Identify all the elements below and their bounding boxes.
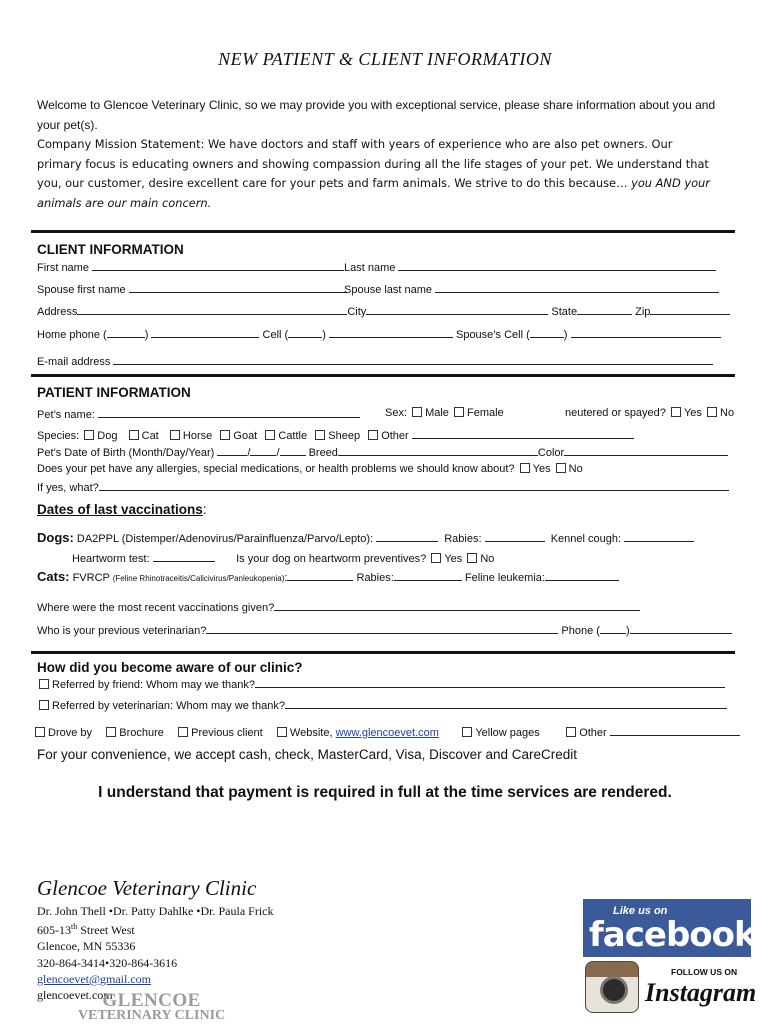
other-source-line[interactable] — [610, 725, 740, 736]
zip-line[interactable] — [650, 304, 730, 315]
clinic-contact — [37, 903, 274, 1003]
page-title: NEW PATIENT & CLIENT INFORMATION — [218, 49, 552, 69]
facebook-wordmark: facebook — [589, 915, 756, 955]
section-divider — [31, 651, 735, 654]
dog-vaccines[interactable]: Dogs: DA2PPL (Distemper/Adenovirus/Parainfluenza/Parvo/Lepto): Rabies: Kennel cough: — [37, 530, 694, 545]
previous-vet-line[interactable] — [206, 623, 558, 634]
dob-year-line[interactable] — [280, 445, 306, 456]
spouse-last-line[interactable] — [435, 282, 719, 293]
allergies-detail-field[interactable]: If yes, what? — [37, 480, 729, 494]
first-name-field[interactable]: First name — [37, 260, 344, 274]
first-name-line[interactable] — [92, 260, 344, 271]
spouse-cell-line[interactable] — [571, 327, 721, 338]
dob-day-line[interactable] — [250, 445, 276, 456]
referred-friend-field[interactable]: Referred by friend: Whom may we thank? — [37, 677, 725, 691]
phone-numbers: 320-864-3414•320-864-3616 — [37, 955, 178, 970]
brochure-checkbox[interactable] — [106, 727, 116, 737]
last-name-field[interactable]: Last name — [344, 260, 716, 274]
home-area-line[interactable] — [107, 327, 145, 338]
neutered-no-checkbox[interactable] — [707, 407, 717, 417]
section-divider — [31, 230, 735, 233]
instagram-badge[interactable] — [583, 957, 757, 1015]
previous-client-checkbox[interactable] — [178, 727, 188, 737]
allergies-yes-checkbox[interactable] — [520, 463, 530, 473]
sex-options: Sex: Male Female — [385, 407, 504, 419]
referred-vet-line[interactable] — [285, 698, 727, 709]
cat-checkbox[interactable] — [129, 430, 139, 440]
cattle-checkbox[interactable] — [265, 430, 275, 440]
allergies-no-checkbox[interactable] — [556, 463, 566, 473]
spouse-cell-area-line[interactable] — [530, 327, 564, 338]
spouse-last-name-field[interactable]: Spouse last name — [344, 282, 719, 296]
website-checkbox[interactable] — [277, 727, 287, 737]
heartworm-no-checkbox[interactable] — [467, 553, 477, 563]
city-state-zip: Glencoe, MN 55336 — [37, 939, 136, 954]
payment-notice: I understand that payment is required in full at the time services are rendered. — [98, 784, 672, 801]
referred-friend-line[interactable] — [255, 677, 725, 688]
camera-lens-icon — [600, 976, 628, 1004]
other-source-checkbox[interactable] — [566, 727, 576, 737]
instagram-camera-icon — [585, 961, 639, 1013]
awareness-options: Drove by Brochure Previous client Website, www.glencoevet.com Yellow pages Other — [33, 725, 740, 739]
instagram-wordmark: Instagram — [645, 978, 757, 1007]
instagram-follow-text: FOLLOW US ON — [671, 967, 738, 977]
spouse-first-line[interactable] — [129, 282, 347, 293]
heartworm-fields[interactable]: Heartworm test: Is your dog on heartworm preventives? Yes No — [72, 553, 495, 565]
breed-line[interactable] — [338, 445, 538, 456]
patient-heading: PATIENT INFORMATION — [37, 385, 191, 400]
yellow-pages-checkbox[interactable] — [462, 727, 472, 737]
previous-vet-field[interactable]: Who is your previous veterinarian? Phone ( ) — [37, 623, 732, 637]
website-link[interactable]: www.glencoevet.com — [335, 727, 439, 739]
female-checkbox[interactable] — [454, 407, 464, 417]
heartworm-test-line[interactable] — [153, 551, 215, 562]
dob-month-line[interactable] — [217, 445, 247, 456]
color-line[interactable] — [564, 445, 728, 456]
allergies-detail-line[interactable] — [99, 480, 729, 491]
species-options: Species: Dog Cat Horse Goat Cattle Sheep Other — [37, 428, 634, 442]
neutered-yes-checkbox[interactable] — [671, 407, 681, 417]
clinic-logo: GLENCOE VETERINARY CLINIC — [78, 990, 226, 1023]
intro-section — [37, 96, 717, 213]
referred-vet-field[interactable]: Referred by veterinarian: Whom may we thank? — [37, 698, 727, 712]
city-line[interactable] — [366, 304, 548, 315]
horse-checkbox[interactable] — [170, 430, 180, 440]
cell-phone-line[interactable] — [329, 327, 453, 338]
other-species-line[interactable] — [412, 428, 634, 439]
cat-vaccines[interactable]: Cats: FVRCP (Feline Rhinotraceitis/Calicivirus/Panleukopenia): Rabies: Feline leukemia: — [37, 569, 619, 584]
pet-name-line[interactable] — [98, 407, 360, 418]
allergies-question: Does your pet have any allergies, special medications, or health problems we should know about? Yes No — [37, 463, 583, 475]
dog-rabies-line[interactable] — [485, 531, 545, 542]
vaccination-location-field[interactable]: Where were the most recent vaccinations given? — [37, 600, 640, 614]
da2ppl-line[interactable] — [376, 531, 438, 542]
address-field[interactable]: Address City State Zip — [37, 304, 730, 318]
neutered-options: neutered or spayed? Yes No — [565, 407, 735, 419]
clinic-name: Glencoe Veterinary Clinic — [37, 876, 257, 900]
phone-fields[interactable]: Home phone ( ) Cell ( ) Spouse’s Cell ( ) — [37, 327, 721, 341]
vet-area-line[interactable] — [600, 623, 626, 634]
address-line[interactable] — [77, 304, 347, 315]
mission-emphasis: you AND your animals are our main concern. — [37, 176, 710, 210]
dob-breed-color[interactable]: Pet’s Date of Birth (Month/Day/Year) / / Breed Color — [37, 445, 728, 459]
client-heading: CLIENT INFORMATION — [37, 242, 184, 257]
vaccination-location-line[interactable] — [274, 600, 640, 611]
website-text: glencoevet.com — [37, 988, 113, 1003]
dog-checkbox[interactable] — [84, 430, 94, 440]
awareness-heading: How did you become aware of our clinic? — [37, 660, 303, 675]
email-link[interactable]: glencoevet@gmail.com — [37, 971, 152, 986]
payment-methods: For your convenience, we accept cash, check, MasterCard, Visa, Discover and CareCredit — [37, 747, 577, 762]
referred-vet-checkbox[interactable] — [39, 700, 49, 710]
kennel-cough-line[interactable] — [624, 531, 694, 542]
male-checkbox[interactable] — [412, 407, 422, 417]
section-divider — [31, 374, 735, 377]
home-phone-line[interactable] — [151, 327, 259, 338]
heartworm-yes-checkbox[interactable] — [431, 553, 441, 563]
email-field[interactable]: E-mail address — [37, 354, 713, 368]
feline-leukemia-line[interactable] — [545, 570, 619, 581]
fvrcp-line[interactable] — [287, 570, 353, 581]
street-address: 605-13th Street West — [37, 922, 135, 938]
pet-name-field[interactable]: Pet’s name: — [37, 407, 360, 421]
email-line[interactable] — [113, 354, 713, 365]
welcome-text: Welcome to Glencoe Veterinary Clinic, so we may provide you with exceptional service, please share information about you and your pet(s). — [37, 98, 716, 132]
spouse-first-name-field[interactable]: Spouse first name — [37, 282, 347, 296]
sheep-checkbox[interactable] — [315, 430, 325, 440]
facebook-like-text: Like us on — [613, 905, 668, 917]
cat-rabies-line[interactable] — [394, 570, 462, 581]
last-name-line[interactable] — [398, 260, 716, 271]
vet-phone-line[interactable] — [630, 623, 732, 634]
doctors-list: Dr. John Thell •Dr. Patty Dahlke •Dr. Paula Frick — [37, 904, 274, 918]
vaccinations-heading: Dates of last vaccinations: — [37, 502, 207, 517]
drove-by-checkbox[interactable] — [35, 727, 45, 737]
goat-checkbox[interactable] — [220, 430, 230, 440]
referred-friend-checkbox[interactable] — [39, 679, 49, 689]
cell-area-line[interactable] — [288, 327, 322, 338]
other-species-checkbox[interactable] — [368, 430, 378, 440]
mission-statement: Company Mission Statement: We have doctors and staff with years of experience who are also pet owners. Our primary focus is educating owners and showing compassion during all the life stages of your pet. We understand that you, our customer, desire excellent care for your pets and farm animals. We strive to do this because… you AND your animals are our main concern. — [37, 137, 710, 210]
state-line[interactable] — [577, 304, 632, 315]
facebook-badge[interactable] — [583, 899, 756, 957]
